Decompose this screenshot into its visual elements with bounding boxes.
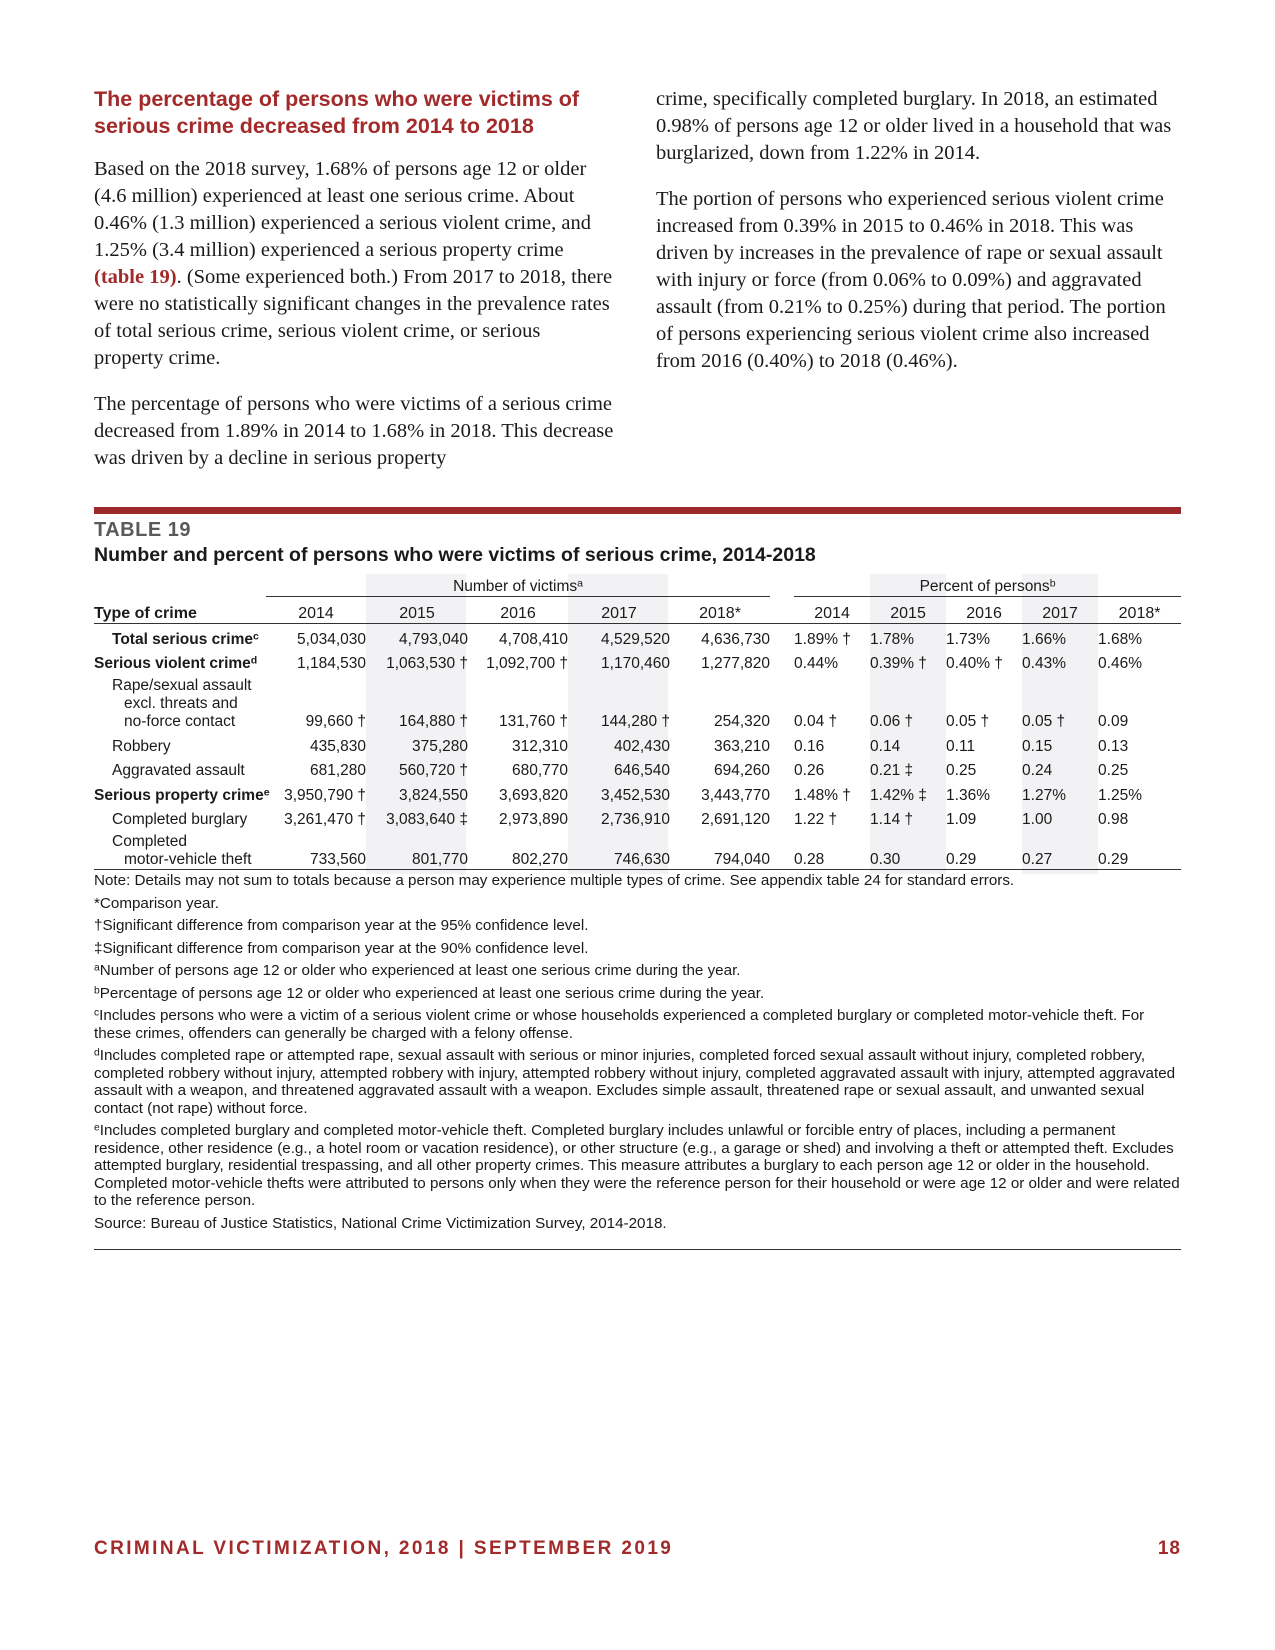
footer-title: CRIMINAL VICTIMIZATION, 2018 | SEPTEMBER 2019: [94, 1538, 674, 1559]
table-label: TABLE 19: [94, 519, 191, 541]
col-header-pct-2015: 2015: [870, 597, 946, 624]
col-header-pct-2014: 2014: [794, 597, 870, 624]
table-title: Number and percent of persons who were victims of serious crime, 2014-2018: [94, 544, 816, 566]
right-column: [656, 86, 1176, 394]
table-bottom-rule: [94, 1249, 1181, 1250]
footnote-a: $^a$Number of persons age 12 or older who experienced at least one serious crime during the year.: [94, 962, 741, 979]
serious-crime-table: [94, 574, 1181, 870]
col-header-count-2015: 2015: [366, 597, 468, 624]
footnote-e: $^e$Includes completed burglary and completed motor-vehicle theft. Completed burglary includes unlawful or forcible entry of places, including a permanent residence, other residence (e.g., a hotel room or vacation residence), or other structure (e.g., a garage or shed) and involving a theft or attempted theft. Excludes attempted burglary, residential trespassing, and all other property crimes. This measure attributes a burglary to each person age 12 or older in the household. Completed motor-vehicle thefts were attributed to persons only when they were the reference person for their household or were age 12 or older and were related to the reference person.: [94, 1122, 1180, 1209]
col-header-pct-2017: 2017: [1022, 597, 1098, 624]
note-general: Note: Details may not sum to totals because a person may experience multiple types of crime. See appendix table 24 for standard errors.: [94, 872, 1015, 889]
table-row: Aggravated assault 681,280 560,720 † 680,770 646,540 694,260 0.26 0.21 ‡ 0.25 0.24 0.25: [112, 762, 1129, 779]
section-heading: The percentage of persons who were victims of serious crime decreased from 2014 to 2018: [94, 87, 580, 138]
table-top-rule: [94, 507, 1181, 514]
col-header-pct-2018: 2018*: [1098, 597, 1181, 624]
table-row: Total serious crime$^c$ 5,034,030 4,793,040 4,708,410 4,529,520 4,636,730 1.89% † 1.78% 1.73% 1.66% 1.68%: [112, 629, 1142, 648]
page-number: 18: [1157, 1538, 1181, 1559]
note-double-dagger: ‡Significant difference from comparison year at the 90% confidence level.: [94, 939, 589, 957]
group-header-victims: Number of victims$^a$: [266, 574, 770, 597]
table-row: Serious violent crime$^d$ 1,184,530 1,063,530 † 1,092,700 † 1,170,460 1,277,820 0.44% 0.39% † 0.40% † 0.43% 0.46%: [94, 654, 1142, 672]
col-header-count-2016: 2016: [468, 597, 568, 624]
table-row: Completed burglary 3,261,470 † 3,083,640 ‡ 2,973,890 2,736,910 2,691,120 1.22 † 1.14 † 1.09 1.00 0.98: [112, 811, 1129, 828]
col-header-count-2018: 2018*: [670, 597, 770, 624]
table-row: Rape/sexual assault excl. threats and no-force contact 99,660 † 164,880 † 131,760 † 144,280 † 254,320 0.04 † 0.06 † 0.05 † 0.05 † 0.09: [112, 677, 1129, 730]
footnote-b: $^b$Percentage of persons age 12 or older who experienced at least one serious crime during the year.: [94, 984, 765, 1002]
data-table-container: [94, 574, 1181, 870]
left-paragraph-1: Based on the 2018 survey, 1.68% of persons age 12 or older (4.6 million) experienced at least one serious crime. About 0.46% (1.3 million) experienced a serious violent crime, and 1.25% (3.4 million) experienced a serious property crime (table 19). (Some experienced both.) From 2017 to 2018, there were no statistically significant changes in the prevalence rates of total serious crime, serious violent crime, or serious property crime.: [94, 158, 613, 369]
table-notes: [94, 872, 1181, 1237]
right-paragraph-2: The portion of persons who experienced serious violent crime increased from 0.39% in 2015 to 0.46% in 2018. This was driven by increases in the prevalence of rape or sexual assault with injury or force (from 0.06% to 0.09%) and aggravated assault (from 0.21% to 0.25%) during that period. The portion of persons experiencing serious violent crime also increased from 2016 (0.40%) to 2018 (0.46%).: [656, 188, 1166, 372]
type-of-crime-header: Type of crime: [94, 597, 266, 624]
table-row: Serious property crime$^e$ 3,950,790 † 3,824,550 3,693,820 3,452,530 3,443,770 1.48% † 1.42% ‡ 1.36% 1.27% 1.25%: [94, 785, 1142, 804]
group-header-percent: Percent of persons$^b$: [794, 574, 1181, 597]
left-paragraph-2: The percentage of persons who were victims of a serious crime decreased from 1.89% in 2014 to 1.68% in 2018. This decrease was driven by a decline in serious property: [94, 393, 614, 469]
right-paragraph-1: crime, specifically completed burglary. In 2018, an estimated 0.98% of persons age 12 or older lived in a household that was burglarized, down from 1.22% in 2014.: [656, 88, 1172, 164]
col-header-count-2017: 2017: [568, 597, 670, 624]
note-dagger: †Significant difference from comparison year at the 95% confidence level.: [94, 917, 589, 934]
footnote-c: $^c$Includes persons who were a victim of a serious violent crime or whose households experienced a completed burglary or completed motor-vehicle theft. For these crimes, offenders can generally be charged with a felony offense.: [94, 1007, 1145, 1042]
col-header-pct-2016: 2016: [946, 597, 1022, 624]
table-row: Robbery 435,830 375,280 312,310 402,430 363,210 0.16 0.14 0.11 0.15 0.13: [112, 737, 1129, 755]
left-column: [94, 86, 614, 491]
footnote-d: $^d$Includes completed rape or attempted rape, sexual assault with serious or minor injuries, completed forced sexual assault without injury, completed robbery, completed robbery without injury, attempted robbery with injury, attempted robbery without injury, completed aggravated assault with injury, attempted aggravated assault with a weapon, and threatened aggravated assault with a weapon. Excludes simple assault, threatened rape or sexual assault, and unwanted sexual contact (not rape) without force.: [94, 1047, 1176, 1117]
note-comparison-year: *Comparison year.: [94, 894, 219, 912]
col-header-count-2014: 2014: [266, 597, 366, 624]
source-note: Source: Bureau of Justice Statistics, National Crime Victimization Survey, 2014-2018.: [94, 1214, 667, 1232]
table-19-link[interactable]: (table 19): [94, 266, 177, 288]
table-row: Completed motor-vehicle theft 733,560 801,770 802,270 746,630 794,040 0.28 0.30 0.29 0.27 0.29: [94, 829, 1181, 870]
